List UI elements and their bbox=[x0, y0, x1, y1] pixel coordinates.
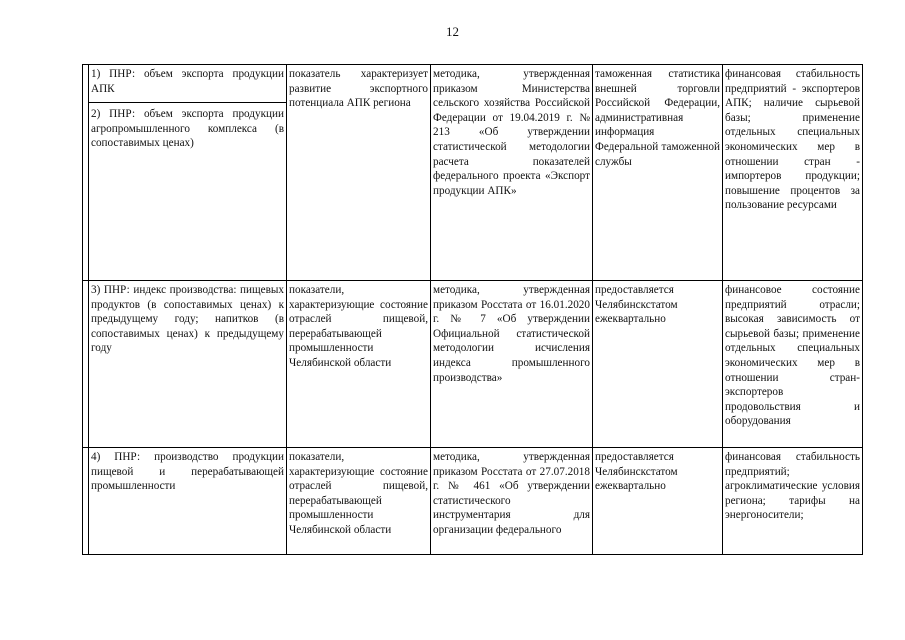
methodology-cell: методика, утвержденная приказом Министерства сельского хозяйства Российской Федерации от 19.04.2019 г. № 213 «Об утверждении статистической методологии расчета показателей федерального проекта «Экспорт продукции АПК» bbox=[431, 65, 593, 281]
source-cell: таможенная статистика внешней торговли Российской Федерации, административная информация Федеральной таможенной службы bbox=[593, 65, 723, 281]
indicators-table bbox=[82, 64, 863, 555]
source-cell: предоставляется Челябинскстатом ежеквартально bbox=[593, 448, 723, 555]
methodology-cell: методика, утвержденная приказом Росстата от 16.01.2020 г. № 7 «Об утверждении Официальной статистической методологии исчисления индекса промышленного производства» bbox=[431, 281, 593, 448]
indicator-cell bbox=[89, 281, 287, 448]
risks-cell: финансовая стабильность предприятий; агроклиматические условия региона; тарифы на энергоносители; bbox=[723, 448, 863, 555]
description-cell: показатели, характеризующие состояние отраслей пищевой, перерабатывающей промышленности Челябинской области bbox=[287, 448, 431, 555]
description-cell: показатель характеризует развитие экспортного потенциала АПК региона bbox=[287, 65, 431, 281]
indicator-text: 2) ПНР: объем экспорта продукции агропромышленного комплекса (в сопоставимых ценах) bbox=[89, 102, 286, 151]
table-row bbox=[83, 281, 863, 448]
indicator-cell bbox=[89, 65, 287, 281]
table-row bbox=[83, 65, 863, 281]
indicator-text: 1) ПНР: объем экспорта продукции АПК bbox=[91, 68, 284, 95]
table-row bbox=[83, 448, 863, 555]
risks-cell: финансовая стабильность предприятий - экспортеров АПК; наличие сырьевой базы; применение отдельных специальных экономических мер в отношении стран - импортеров продукции; повышение процентов за пользование ресурсами bbox=[723, 65, 863, 281]
source-cell: предоставляется Челябинскстатом ежеквартально bbox=[593, 281, 723, 448]
risks-cell: финансовое состояние предприятий отрасли; высокая зависимость от сырьевой базы; применение отдельных специальных экономических мер в отношении стран-экспортеров продовольствия и оборудования bbox=[723, 281, 863, 448]
indicator-cell bbox=[89, 448, 287, 555]
indicator-text: 4) ПНР: производство продукции пищевой и перерабатывающей промышленности bbox=[91, 451, 284, 493]
description-cell: показатели, характеризующие состояние отраслей пищевой, перерабатывающей промышленности Челябинской области bbox=[287, 281, 431, 448]
indicator-text: 3) ПНР: индекс производства: пищевых продуктов (в сопоставимых ценах) к предыдущему году; напитков (в сопоставимых ценах) к предыдущему году bbox=[91, 284, 284, 355]
page-number: 12 bbox=[446, 24, 459, 39]
methodology-cell: методика, утвержденная приказом Росстата от 27.07.2018 г. № 461 «Об утверждении статистического инструментария для организации федерального bbox=[431, 448, 593, 555]
